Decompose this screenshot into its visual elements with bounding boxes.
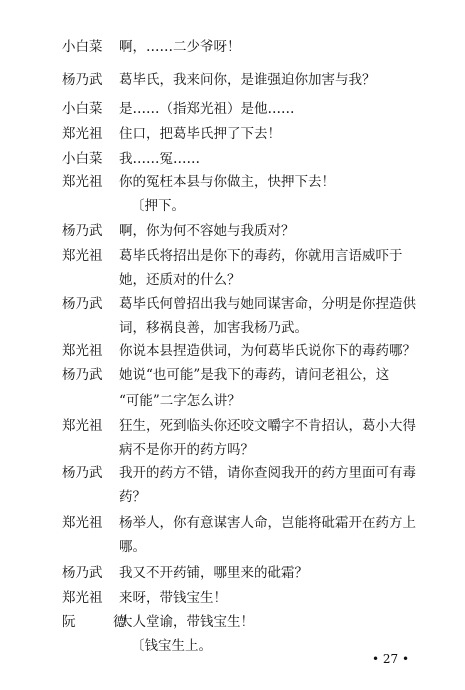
dialogue-text: 你说本县捏造供词，为何葛毕氏说你下的毒药哪？ <box>119 343 416 359</box>
dialogue-text: 大人堂谕，带钱宝生！ <box>119 614 254 630</box>
dialogue-continuation: 药？ <box>119 489 146 505</box>
dialogue-continuation: 哪。 <box>119 539 146 555</box>
dialogue-text: 我……冤…… <box>119 151 200 167</box>
speaker-name: 小白菜 <box>62 101 103 117</box>
speaker-name: 郑光祖 <box>62 590 103 606</box>
speaker-name: 杨乃武 <box>62 72 103 88</box>
dialogue-continuation: 病不是你开的药方吗？ <box>119 442 254 458</box>
dialogue-text: 来呀，带钱宝生！ <box>119 590 227 606</box>
dialogue-text: 葛毕氏将招出是你下的毒药，你就用言语威吓于 <box>119 248 403 264</box>
speaker-name: 杨乃武 <box>62 565 103 581</box>
dialogue-text: 狂生，死到临头你还咬文嚼字不肯招认，葛小大得 <box>119 418 416 434</box>
speaker-name: 小白菜 <box>62 151 103 167</box>
dialogue-continuation: “可能”二字怎么讲？ <box>119 393 241 409</box>
dialogue-text: 我又不开药铺，哪里来的砒霜？ <box>119 565 308 581</box>
page-number: • 27 • <box>372 652 410 666</box>
speaker-name: 郑光祖 <box>62 174 103 190</box>
speaker-name: 杨乃武 <box>62 367 103 383</box>
speaker-name: 郑光祖 <box>62 126 103 142</box>
stage-direction: 〔钱宝生上。 <box>131 638 212 654</box>
dialogue-text: 葛毕氏何曾招出我与她同谋害命，分明是你捏造供 <box>119 296 416 312</box>
speaker-name: 郑光祖 <box>62 343 103 359</box>
dialogue-text: 啊，……二少爷呀！ <box>119 39 241 55</box>
dialogue-text: 你的冤枉本县与你做主，快押下去！ <box>119 174 335 190</box>
speaker-name: 小白菜 <box>62 39 103 55</box>
dialogue-text: 她说“也可能”是我下的毒药，请问老祖公，这 <box>119 367 390 383</box>
dialogue-text: 是……（指郑光祖）是他…… <box>119 101 295 117</box>
dialogue-text: 葛毕氏，我来问你，是谁强迫你加害与我？ <box>119 72 376 88</box>
speaker-name: 郑光祖 <box>62 248 103 264</box>
speaker-name: 郑光祖 <box>62 418 103 434</box>
dialogue-text: 杨举人，你有意谋害人命，岂能将砒霜开在药方上 <box>119 515 416 531</box>
dialogue-text: 我开的药方不错，请你查阅我开的药方里面可有毒 <box>119 465 416 481</box>
dialogue-text: 啊，你为何不容她与我质对？ <box>119 223 295 239</box>
speaker-name: 郑光祖 <box>62 515 103 531</box>
dialogue-continuation: 词，移祸良善，加害我杨乃武。 <box>119 320 308 336</box>
speaker-name: 杨乃武 <box>62 296 103 312</box>
dialogue-text: 住口，把葛毕氏押了下去！ <box>119 126 281 142</box>
speaker-name: 杨乃武 <box>62 465 103 481</box>
stage-direction: 〔押下。 <box>131 198 185 214</box>
speaker-name: 杨乃武 <box>62 223 103 239</box>
speaker-name: 阮 德 <box>62 614 139 630</box>
dialogue-continuation: 她，还质对的什么？ <box>119 272 241 288</box>
